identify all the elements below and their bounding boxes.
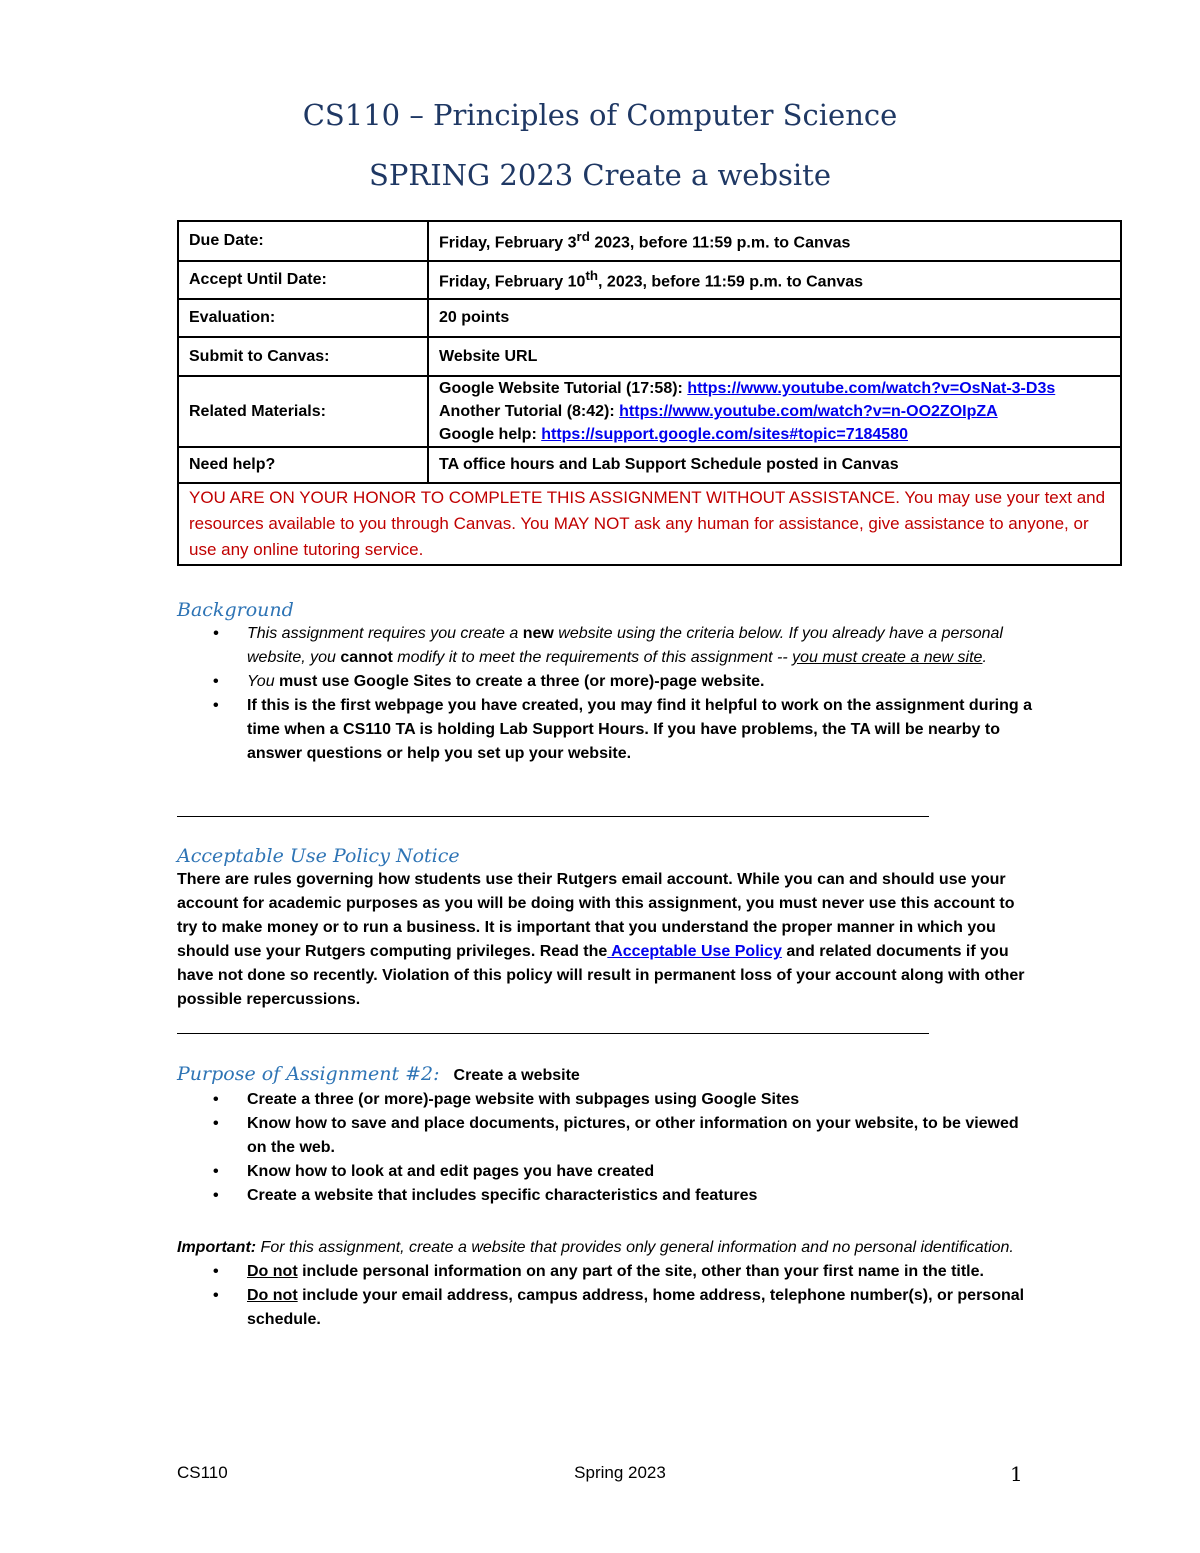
submit-label: Submit to Canvas: bbox=[178, 337, 428, 376]
accept-until-value: Friday, February 10th, 2023, before 11:59 p.m. to Canvas bbox=[428, 261, 1121, 299]
background-section bbox=[177, 598, 1037, 766]
document-title: CS110 – Principles of Computer Science bbox=[302, 98, 898, 132]
bullet-icon: • bbox=[213, 1263, 219, 1280]
bullet-icon: • bbox=[213, 1287, 219, 1304]
bullet-icon: • bbox=[213, 625, 219, 642]
important-section bbox=[177, 1236, 1037, 1332]
table-row bbox=[178, 483, 1121, 565]
document-subtitle: SPRING 2023 Create a website bbox=[368, 158, 832, 192]
bullet-icon: • bbox=[213, 673, 219, 690]
section-divider bbox=[177, 816, 929, 817]
evaluation-value: 20 points bbox=[428, 299, 1121, 337]
youtube-tutorial-link[interactable]: https://www.youtube.com/watch?v=OsNat-3-D3s bbox=[687, 380, 1056, 397]
related-materials-list bbox=[428, 376, 1121, 447]
another-tutorial-link[interactable]: https://www.youtube.com/watch?v=n-OO2ZOIpZA bbox=[619, 403, 998, 420]
acceptable-use-policy-link[interactable]: Acceptable Use Policy bbox=[607, 943, 782, 960]
bullet-icon: • bbox=[213, 1163, 219, 1180]
section-divider bbox=[177, 1033, 929, 1034]
related-item: Google Website Tutorial (17:58): https://www.youtube.com/watch?v=OsNat-3-D3s bbox=[439, 380, 1056, 397]
list-item: • You must use Google Sites to create a three (or more)-page website. bbox=[247, 670, 1037, 694]
accept-until-label: Accept Until Date: bbox=[178, 261, 428, 299]
need-help-label: Need help? bbox=[178, 447, 428, 483]
table-row bbox=[178, 376, 1121, 447]
list-item: • If this is the first webpage you have created, you may find it helpful to work on the assignment during a time when a CS110 TA is holding Lab Support Hours. If you have problems, the TA will be nearby to answer questions or help you set up your website. bbox=[247, 694, 1037, 766]
table-row bbox=[178, 299, 1121, 337]
honor-notice: YOU ARE ON YOUR HONOR TO COMPLETE THIS ASSIGNMENT WITHOUT ASSISTANCE. You may use your text and resources available to you through Canvas. You MAY NOT ask any human for assistance, give assistance to anyone, or use any online tutoring service. bbox=[178, 483, 1121, 565]
list-item: • Create a website that includes specific characteristics and features bbox=[247, 1184, 1037, 1208]
table-row bbox=[178, 337, 1121, 376]
purpose-heading: Purpose of Assignment #2: bbox=[177, 1063, 440, 1085]
aup-heading: Acceptable Use Policy Notice bbox=[177, 845, 460, 867]
important-note: Important: For this assignment, create a website that provides only general information and no personal identification. bbox=[177, 1239, 1014, 1256]
related-item: Google help: https://support.google.com/sites#topic=7184580 bbox=[439, 426, 908, 443]
bullet-icon: • bbox=[213, 1187, 219, 1204]
purpose-heading-tail: Create a website bbox=[453, 1067, 580, 1084]
table-row bbox=[178, 447, 1121, 483]
page-number: 1 bbox=[1010, 1462, 1023, 1486]
list-item: • Do not include personal information on any part of the site, other than your first name in the title. bbox=[247, 1260, 1037, 1284]
google-help-link[interactable]: https://support.google.com/sites#topic=7184580 bbox=[541, 426, 908, 443]
list-item: • Do not include your email address, campus address, home address, telephone number(s), or personal schedule. bbox=[247, 1284, 1037, 1332]
list-item: • Know how to look at and edit pages you have created bbox=[247, 1160, 1037, 1184]
aup-section bbox=[177, 844, 1037, 1012]
bullet-icon: • bbox=[213, 1115, 219, 1132]
footer-course: CS110 bbox=[177, 1463, 228, 1482]
table-row bbox=[178, 221, 1121, 261]
background-heading: Background bbox=[177, 599, 294, 621]
assignment-info-table bbox=[177, 220, 1122, 566]
list-item: • Create a three (or more)-page website with subpages using Google Sites bbox=[247, 1088, 1037, 1112]
bullet-icon: • bbox=[213, 697, 219, 714]
related-item: Another Tutorial (8:42): https://www.youtube.com/watch?v=n-OO2ZOIpZA bbox=[439, 403, 998, 420]
footer-term: Spring 2023 bbox=[574, 1463, 666, 1482]
related-materials-label: Related Materials: bbox=[178, 376, 428, 447]
evaluation-label: Evaluation: bbox=[178, 299, 428, 337]
due-date-label: Due Date: bbox=[178, 221, 428, 261]
submit-value: Website URL bbox=[428, 337, 1121, 376]
due-date-value: Friday, February 3rd 2023, before 11:59 p.m. to Canvas bbox=[428, 221, 1121, 261]
table-row bbox=[178, 261, 1121, 299]
list-item: • Know how to save and place documents, pictures, or other information on your website, to be viewed on the web. bbox=[247, 1112, 1037, 1160]
need-help-value: TA office hours and Lab Support Schedule posted in Canvas bbox=[428, 447, 1121, 483]
purpose-section bbox=[177, 1062, 1037, 1208]
list-item: • This assignment requires you create a new website using the criteria below. If you already have a personal website, you cannot modify it to meet the requirements of this assignment -- you must create a new site. bbox=[247, 622, 1037, 670]
aup-text: There are rules governing how students use their Rutgers email account. While you can and should use your account for academic purposes as you will be doing with this assignment, you must never use this account to try to make money or to run a business. It is important that you understand the proper manner in which you should use your Rutgers computing privileges. Read the Acceptable Use Policy and related documents if you have not done so recently. Violation of this policy will result in permanent loss of your account along with other possible repercussions. bbox=[177, 871, 1025, 1008]
bullet-icon: • bbox=[213, 1091, 219, 1108]
